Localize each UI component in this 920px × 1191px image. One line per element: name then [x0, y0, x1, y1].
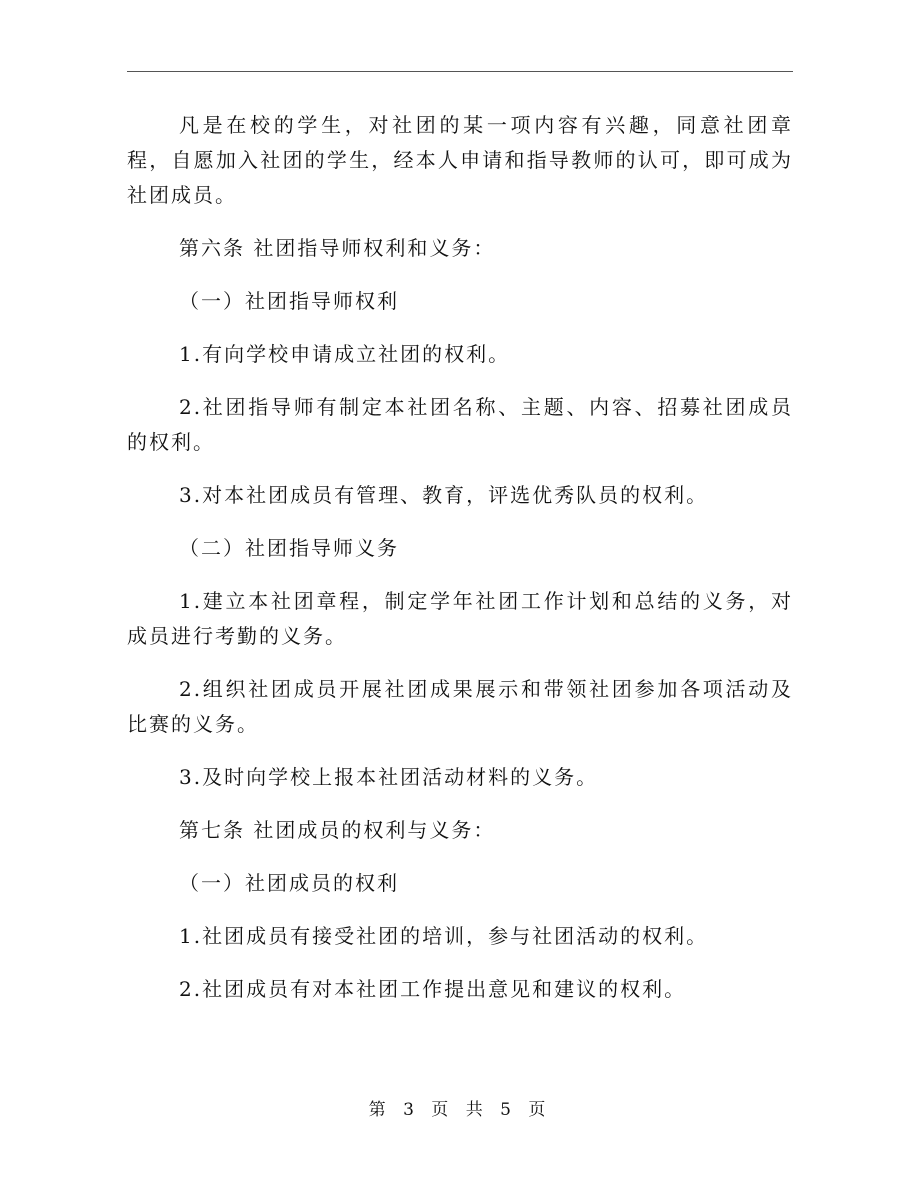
list-item: 1.社团成员有接受社团的培训，参与社团活动的权利。: [179, 924, 709, 948]
header-rule: [127, 71, 793, 72]
document-body: [127, 108, 793, 1025]
list-item: 2.社团成员有对本社团工作提出意见和建议的权利。: [179, 977, 687, 1001]
section-member-rights: （一）社团成员的权利: [179, 871, 399, 895]
paragraph-membership: 凡是在校的学生，对社团的某一项内容有兴趣，同意社团章程，自愿加入社团的学生，经本人申请和指导教师的认可，即可成为社团成员。: [127, 113, 793, 207]
list-item: 3.及时向学校上报本社团活动材料的义务。: [179, 765, 599, 789]
list-item: 2.社团指导师有制定本社团名称、主题、内容、招募社团成员的权利。: [127, 395, 793, 454]
list-item: 3.对本社团成员有管理、教育，评选优秀队员的权利。: [179, 483, 709, 507]
article-seven-heading: 第七条 社团成员的权利与义务：: [179, 818, 496, 842]
section-advisor-duties: （二）社团指导师义务: [179, 536, 399, 560]
list-item: 1.建立本社团章程，制定学年社团工作计划和总结的义务，对成员进行考勤的义务。: [127, 589, 793, 648]
page-number-footer: 第 3 页 共 5 页: [368, 1100, 552, 1120]
list-item: 2.组织社团成员开展社团成果展示和带领社团参加各项活动及比赛的义务。: [127, 677, 793, 736]
section-advisor-rights: （一）社团指导师权利: [179, 289, 399, 313]
list-item: 1.有向学校申请成立社团的权利。: [179, 342, 511, 366]
article-six-heading: 第六条 社团指导师权利和义务：: [179, 236, 496, 260]
